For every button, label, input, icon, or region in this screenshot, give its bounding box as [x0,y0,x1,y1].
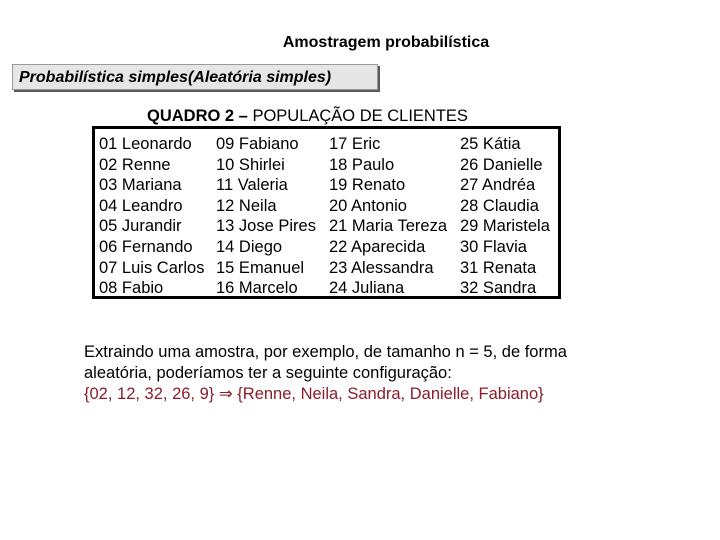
explanation-line: aleatória, poderíamos ter a seguinte configuração: [84,364,452,382]
table-cell: 17 Eric [329,135,381,153]
table-cell: 06 Fernando [99,237,193,256]
table-cell: 25 Kátia [460,135,521,153]
table-cell: 04 Leandro [99,196,183,215]
table-cell: 08 Fabio [99,279,164,298]
table-cell: 30 Flavia [460,237,527,256]
table-cell: 02 Renne [99,155,171,174]
sample-result-line: {02, 12, 32, 26, 9} ⇒ {Renne, Neila, Sandra, Danielle, Fabiano} [84,385,544,403]
table-cell: 05 Jurandir [99,217,182,236]
table-cell: 15 Emanuel [216,258,305,277]
table-caption [147,107,468,126]
table-cell: 09 Fabiano [216,135,299,153]
table-cell: 21 Maria Tereza [329,217,448,236]
page-title: Amostragem probabilística [282,34,490,51]
table-cell: 12 Neila [216,196,277,215]
table-caption-label: QUADRO 2 – [147,107,248,125]
table-cell: 24 Juliana [329,279,405,298]
table-caption-text: POPULAÇÃO DE CLIENTES [247,107,468,125]
table-cell: 27 Andréa [460,176,536,195]
table-cell: 32 Sandra [460,279,537,298]
table-cell: 19 Renato [329,176,406,195]
section-heading: Probabilística simples(Aleatória simples) [12,64,378,90]
table-cell: 03 Mariana [99,176,182,195]
table-cell: 22 Aparecida [329,237,426,256]
table-cell: 26 Danielle [460,155,543,174]
table-cell: 07 Luis Carlos [99,258,205,277]
table-cell: 20 Antonio [329,196,407,215]
table-cell: 10 Shirlei [216,155,285,174]
population-grid [99,134,556,299]
population-table [92,126,561,299]
table-cell: 31 Renata [460,258,537,277]
explanation-text [84,342,644,405]
table-cell: 18 Paulo [329,155,395,174]
table-cell: 28 Claudia [460,196,539,215]
table-cell: 14 Diego [216,237,283,256]
table-cell: 01 Leonardo [99,135,192,153]
table-cell: 11 Valeria [216,176,288,195]
table-cell: 23 Alessandra [329,258,434,277]
table-cell: 16 Marcelo [216,279,298,298]
explanation-line: Extraindo uma amostra, por exemplo, de tamanho n = 5, de forma [84,343,567,361]
table-cell: 13 Jose Pires [216,217,316,236]
table-cell: 29 Maristela [460,217,550,236]
